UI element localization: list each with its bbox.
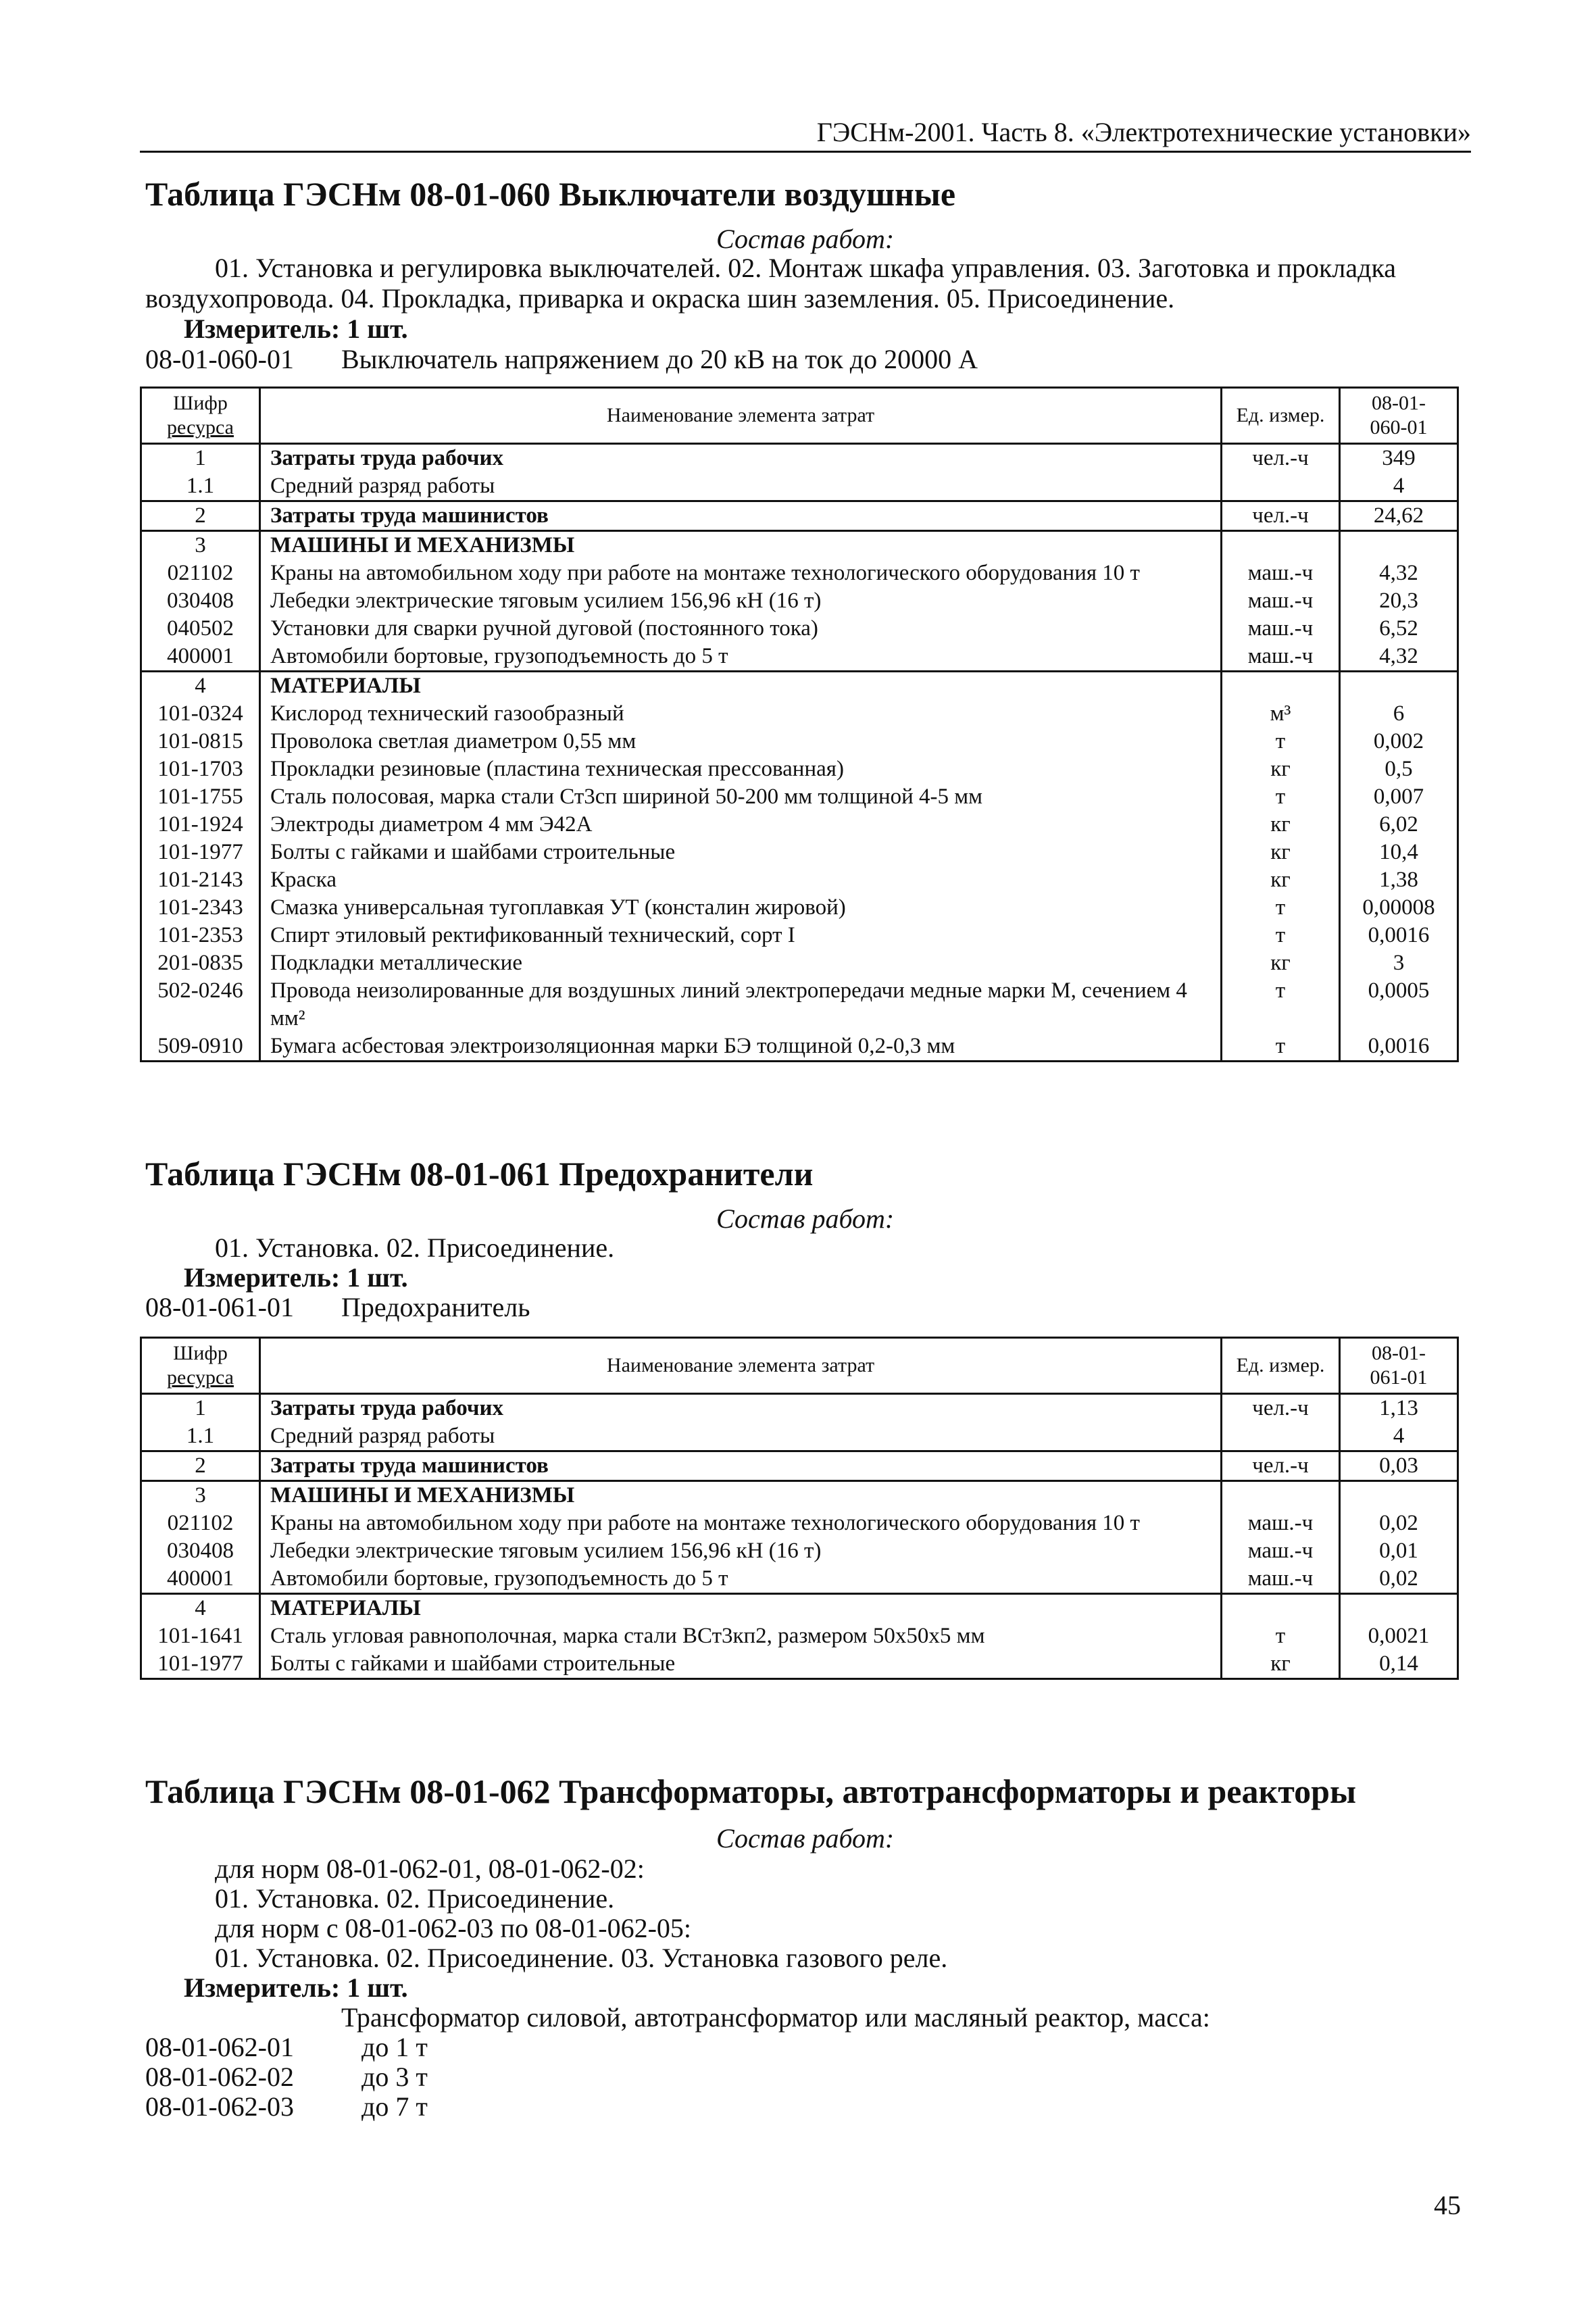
col-header-code-line-1: Шифр [173,392,228,414]
cost-element-name: Средний разряд работы [260,472,1222,501]
cost-element-name: Сталь угловая равнополочная, марка стали ВСт3кп2, размером 50х50х5 мм [260,1622,1222,1650]
table-062-works-line-1: для норм 08-01-062-01, 08-01-062-02: [215,1853,645,1884]
resource-code: 101-1977 [141,1650,260,1679]
unit-of-measure: чел.-ч [1222,444,1340,473]
norm-value: 0,02 [1340,1510,1458,1537]
norm-value: 10,4 [1340,839,1458,866]
norm-value: 0,14 [1340,1650,1458,1679]
col-header-name: Наименование элемента затрат [260,388,1222,444]
norm-value: 4 [1340,1422,1458,1451]
resource-code: 509-0910 [141,1032,260,1062]
unit-of-measure: кг [1222,1650,1340,1679]
norm-value: 349 [1340,444,1458,473]
col-header-norm [1340,1338,1458,1394]
table-061-grid [140,1337,1459,1680]
unit-of-measure [1222,672,1340,701]
norm-value: 20,3 [1340,587,1458,615]
page-number: 45 [1434,2190,1461,2220]
table-060-title: Таблица ГЭСНм 08-01-060 Выключатели воздушные [145,175,956,213]
resource-code: 400001 [141,643,260,672]
table-row [141,1622,1458,1650]
cost-element-name: Прокладки резиновые (пластина техническая прессованная) [260,755,1222,783]
table-row [141,672,1458,701]
cost-element-name: Автомобили бортовые, грузоподъемность до 5 т [260,643,1222,672]
norm-value: 0,002 [1340,728,1458,755]
cost-element-name: Затраты труда машинистов [260,1451,1222,1481]
col-header-code [141,388,260,444]
table-row [141,531,1458,560]
resource-code: 101-1703 [141,755,260,783]
cost-element-name: Затраты труда рабочих [260,1394,1222,1423]
cost-element-name: Лебедки электрические тяговым усилием 156,96 кН (16 т) [260,587,1222,615]
cost-element-name: Краны на автомобильном ходу при работе на монтаже технологического оборудования 10 т [260,1510,1222,1537]
cost-element-name: Автомобили бортовые, грузоподъемность до 5 т [260,1565,1222,1594]
table-row [141,783,1458,811]
table-row [141,839,1458,866]
cost-element-name: Затраты труда рабочих [260,444,1222,473]
col-header-code-line-2: ресурса [167,416,234,439]
table-row [141,728,1458,755]
norm-value: 0,007 [1340,783,1458,811]
table-061-header-row [141,1338,1458,1394]
table-060-norm-code: 08-01-060-01 [145,344,294,374]
table-060-norm-name: Выключатель напряжением до 20 кВ на ток до 20000 А [341,344,978,374]
norm-value: 6 [1340,700,1458,728]
resource-code: 040502 [141,615,260,643]
norm-code: 08-01-062-02 [145,2062,294,2092]
table-row [141,1422,1458,1451]
resource-code: 021102 [141,559,260,587]
table-row [141,559,1458,587]
cost-element-name: МАТЕРИАЛЫ [260,672,1222,701]
resource-code: 1.1 [141,1422,260,1451]
unit-of-measure: маш.-ч [1222,643,1340,672]
table-062-measure: Измеритель: 1 шт. [184,1972,408,2003]
norm-value: 0,0005 [1340,977,1458,1032]
col-header-norm-line-2: 060-01 [1370,416,1428,439]
unit-of-measure: т [1222,894,1340,922]
resource-code: 4 [141,672,260,701]
unit-of-measure [1222,1594,1340,1623]
cost-element-name: Средний разряд работы [260,1422,1222,1451]
table-062-title: Таблица ГЭСНм 08-01-062 Трансформаторы, автотрансформаторы и реакторы [145,1772,1357,1810]
table-row [141,1394,1458,1423]
resource-code: 030408 [141,1537,260,1565]
cost-element-name: Спирт этиловый ректификованный технический, сорт I [260,922,1222,949]
resource-code: 101-0815 [141,728,260,755]
col-header-norm-line-2: 061-01 [1370,1366,1428,1389]
cost-element-name: МАШИНЫ И МЕХАНИЗМЫ [260,1481,1222,1510]
table-row [141,922,1458,949]
table-061-measure: Измеритель: 1 шт. [184,1262,408,1293]
unit-of-measure: т [1222,783,1340,811]
table-row [141,1510,1458,1537]
unit-of-measure: кг [1222,755,1340,783]
cost-element-name: Проволока светлая диаметром 0,55 мм [260,728,1222,755]
norm-value: 0,0016 [1340,922,1458,949]
norm-value: 0,03 [1340,1451,1458,1481]
resource-code: 201-0835 [141,949,260,977]
norm-value: 0,02 [1340,1565,1458,1594]
table-060-grid [140,387,1459,1062]
unit-of-measure: маш.-ч [1222,1565,1340,1594]
resource-code: 400001 [141,1565,260,1594]
table-row [141,444,1458,473]
resource-code: 3 [141,531,260,560]
unit-of-measure: кг [1222,949,1340,977]
table-060-sostav-label: Состав работ: [716,224,895,254]
unit-of-measure [1222,1481,1340,1510]
cost-element-name: Смазка универсальная тугоплавкая УТ (консталин жировой) [260,894,1222,922]
table-row [141,1537,1458,1565]
col-header-norm [1340,388,1458,444]
col-header-norm-line-1: 08-01- [1372,392,1426,414]
norm-value: 3 [1340,949,1458,977]
norm-value [1340,672,1458,701]
norm-value: 24,62 [1340,501,1458,531]
unit-of-measure: т [1222,728,1340,755]
table-061-sostav-label: Состав работ: [716,1203,895,1234]
table-062-intro: Трансформатор силовой, автотрансформатор или масляный реактор, масса: [341,2002,1210,2033]
resource-code: 101-1924 [141,811,260,839]
norm-desc: до 1 т [361,2032,428,2062]
norm-value: 1,38 [1340,866,1458,894]
resource-code: 3 [141,1481,260,1510]
cost-element-name: Подкладки металлические [260,949,1222,977]
unit-of-measure [1222,1422,1340,1451]
unit-of-measure: м³ [1222,700,1340,728]
cost-element-name: Краны на автомобильном ходу при работе на монтаже технологического оборудования 10 т [260,559,1222,587]
table-060-measure: Измеритель: 1 шт. [184,314,408,344]
cost-element-name: Затраты труда машинистов [260,501,1222,531]
cost-element-name: Кислород технический газообразный [260,700,1222,728]
norm-value: 6,02 [1340,811,1458,839]
resource-code: 101-1641 [141,1622,260,1650]
table-062-sostav-label: Состав работ: [716,1823,895,1853]
unit-of-measure: кг [1222,866,1340,894]
norm-desc: до 7 т [361,2091,428,2122]
resource-code: 2 [141,501,260,531]
norm-code: 08-01-062-03 [145,2091,294,2122]
table-060-works-line-1: 01. Установка и регулировка выключателей. 02. Монтаж шкафа управления. 03. Заготовка и прокладка [215,253,1397,283]
header-rule [140,151,1471,153]
table-row [141,1481,1458,1510]
table-row [141,755,1458,783]
table-061-norm-name: Предохранитель [341,1292,530,1322]
norm-code: 08-01-062-01 [145,2032,294,2062]
resource-code: 101-0324 [141,700,260,728]
resource-code: 101-2343 [141,894,260,922]
norm-value: 4,32 [1340,559,1458,587]
table-row [141,1451,1458,1481]
norm-value: 1,13 [1340,1394,1458,1423]
resource-code: 1 [141,444,260,473]
norm-value [1340,531,1458,560]
table-row [141,949,1458,977]
unit-of-measure: т [1222,922,1340,949]
table-row [141,894,1458,922]
col-header-norm-line-1: 08-01- [1372,1342,1426,1364]
unit-of-measure: кг [1222,839,1340,866]
unit-of-measure [1222,531,1340,560]
unit-of-measure: т [1222,1622,1340,1650]
cost-element-name: Болты с гайками и шайбами строительные [260,1650,1222,1679]
table-row [141,501,1458,531]
table-row [141,587,1458,615]
norm-desc: до 3 т [361,2062,428,2092]
resource-code: 101-2353 [141,922,260,949]
resource-code: 1.1 [141,472,260,501]
table-row [141,1032,1458,1062]
resource-code: 101-2143 [141,866,260,894]
unit-of-measure: маш.-ч [1222,615,1340,643]
norm-value: 4,32 [1340,643,1458,672]
unit-of-measure: кг [1222,811,1340,839]
running-header: ГЭСНм-2001. Часть 8. «Электротехнические установки» [816,117,1471,147]
cost-element-name: Установки для сварки ручной дуговой (постоянного тока) [260,615,1222,643]
table-061-title: Таблица ГЭСНм 08-01-061 Предохранители [145,1155,814,1193]
unit-of-measure [1222,472,1340,501]
norm-value: 0,0021 [1340,1622,1458,1650]
norm-value: 0,5 [1340,755,1458,783]
table-060-works-line-2: воздухопровода. 04. Прокладка, приварка и окраска шин заземления. 05. Присоединение. [145,283,1175,314]
unit-of-measure: т [1222,1032,1340,1062]
table-061-norm-code: 08-01-061-01 [145,1292,294,1322]
col-header-name: Наименование элемента затрат [260,1338,1222,1394]
table-row [141,643,1458,672]
col-header-unit: Ед. измер. [1222,1338,1340,1394]
table-row [141,1650,1458,1679]
table-060-header-row [141,388,1458,444]
norm-value: 0,01 [1340,1537,1458,1565]
table-row [141,811,1458,839]
resource-code: 030408 [141,587,260,615]
cost-element-name: Электроды диаметром 4 мм Э42А [260,811,1222,839]
norm-value: 0,00008 [1340,894,1458,922]
norm-value: 0,0016 [1340,1032,1458,1062]
cost-element-name: Провода неизолированные для воздушных линий электропередачи медные марки М, сечением 4 мм² [260,977,1222,1032]
unit-of-measure: маш.-ч [1222,1537,1340,1565]
table-row [141,977,1458,1032]
unit-of-measure: чел.-ч [1222,1394,1340,1423]
cost-element-name: МАТЕРИАЛЫ [260,1594,1222,1623]
cost-element-name: МАШИНЫ И МЕХАНИЗМЫ [260,531,1222,560]
resource-code: 021102 [141,1510,260,1537]
cost-element-name: Бумага асбестовая электроизоляционная марки БЭ толщиной 0,2-0,3 мм [260,1032,1222,1062]
cost-element-name: Краска [260,866,1222,894]
table-062-works-line-2: 01. Установка. 02. Присоединение. [215,1883,615,1914]
resource-code: 502-0246 [141,977,260,1032]
resource-code: 4 [141,1594,260,1623]
norm-value: 6,52 [1340,615,1458,643]
table-row [141,1565,1458,1594]
table-row [141,1594,1458,1623]
col-header-code-line-1: Шифр [173,1342,228,1364]
table-061-works-line-1: 01. Установка. 02. Присоединение. [215,1233,615,1263]
norm-value [1340,1594,1458,1623]
table-062-works-line-3: для норм с 08-01-062-03 по 08-01-062-05: [215,1913,692,1943]
norm-value [1340,1481,1458,1510]
unit-of-measure: чел.-ч [1222,501,1340,531]
unit-of-measure: маш.-ч [1222,559,1340,587]
resource-code: 2 [141,1451,260,1481]
cost-element-name: Лебедки электрические тяговым усилием 156,96 кН (16 т) [260,1537,1222,1565]
table-062-works-line-4: 01. Установка. 02. Присоединение. 03. Установка газового реле. [215,1943,948,1973]
col-header-code-line-2: ресурса [167,1366,234,1389]
cost-element-name: Сталь полосовая, марка стали Ст3сп шириной 50-200 мм толщиной 4-5 мм [260,783,1222,811]
norm-value: 4 [1340,472,1458,501]
unit-of-measure: чел.-ч [1222,1451,1340,1481]
table-row [141,866,1458,894]
unit-of-measure: маш.-ч [1222,1510,1340,1537]
resource-code: 101-1755 [141,783,260,811]
col-header-code [141,1338,260,1394]
table-row [141,700,1458,728]
col-header-unit: Ед. измер. [1222,388,1340,444]
resource-code: 1 [141,1394,260,1423]
unit-of-measure: маш.-ч [1222,587,1340,615]
unit-of-measure: т [1222,977,1340,1032]
resource-code: 101-1977 [141,839,260,866]
table-row [141,615,1458,643]
cost-element-name: Болты с гайками и шайбами строительные [260,839,1222,866]
table-row [141,472,1458,501]
